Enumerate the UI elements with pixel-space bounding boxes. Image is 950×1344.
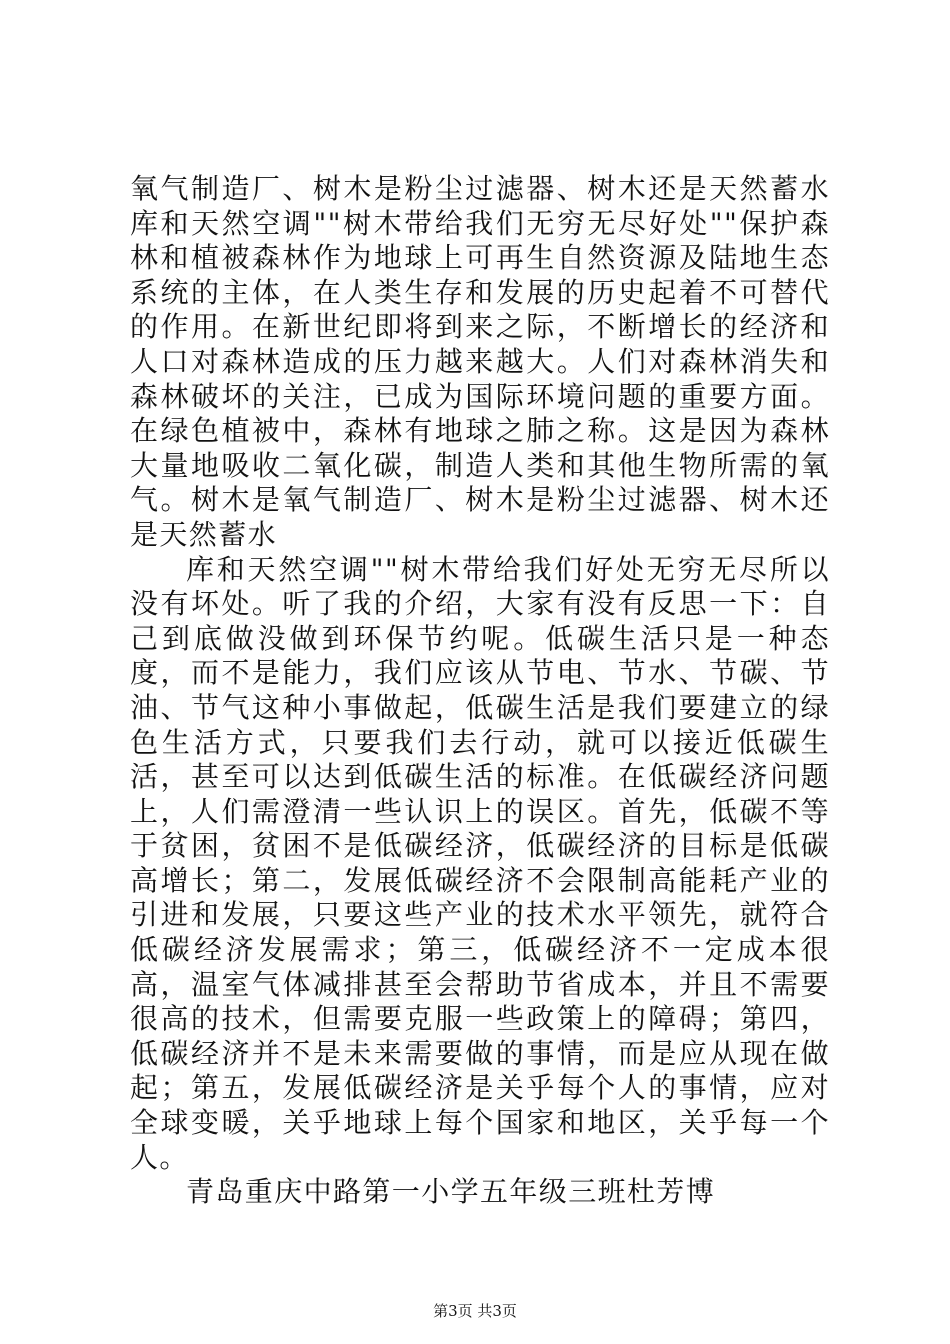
paragraph-author: 青岛重庆中路第一小学五年级三班杜芳博 <box>186 1175 716 1209</box>
paragraph-forest: 氧气制造厂、树木是粉尘过滤器、树木还是天然蓄水库和天然空调""树木带给我们无穷无尽好处""保护森林和植被森林作为地球上可再生自然资源及陆地生态系统的主体，在人类生存和发展的历史起着不可替代的作用。在新世纪即将到来之际，不断增长的经济和人口对森林造成的压力越来越大。人们对森林消失和森林破坏的关注，已成为国际环境问题的重要方面。在绿色植被中，森林有地球之肺之称。这是因为森林大量地吸收二氧化碳，制造人类和其他生物所需的氧气。树木是氧气制造厂、树木是粉尘过滤器、树木还是天然蓄水 <box>130 172 830 551</box>
document-body <box>130 172 830 1210</box>
page-footer: 第3页 共3页 <box>433 1302 517 1320</box>
paragraph-low-carbon: 库和天然空调""树木带给我们好处无穷无尽所以没有坏处。听了我的介绍，大家有没有反思一下：自己到底做没做到环保节约呢。低碳生活只是一种态度，而不是能力，我们应该从节电、节水、节碳、节油、节气这种小事做起，低碳生活是我们要建立的绿色生活方式，只要我们去行动，就可以接近低碳生活，甚至可以达到低碳生活的标准。在低碳经济问题上，人们需澄清一些认识上的误区。首先，低碳不等于贫困，贫困不是低碳经济，低碳经济的目标是低碳高增长；第二，发展低碳经济不会限制高能耗产业的引进和发展，只要这些产业的技术水平领先，就符合低碳经济发展需求；第三，低碳经济不一定成本很高，温室气体减排甚至会帮助节省成本，并且不需要很高的技术，但需要克服一些政策上的障碍；第四，低碳经济并不是未来需要做的事情，而是应从现在做起；第五，发展低碳经济是关乎每个人的事情，应对全球变暖，关乎地球上每个国家和地区，关乎每一个人。 <box>130 552 830 1174</box>
